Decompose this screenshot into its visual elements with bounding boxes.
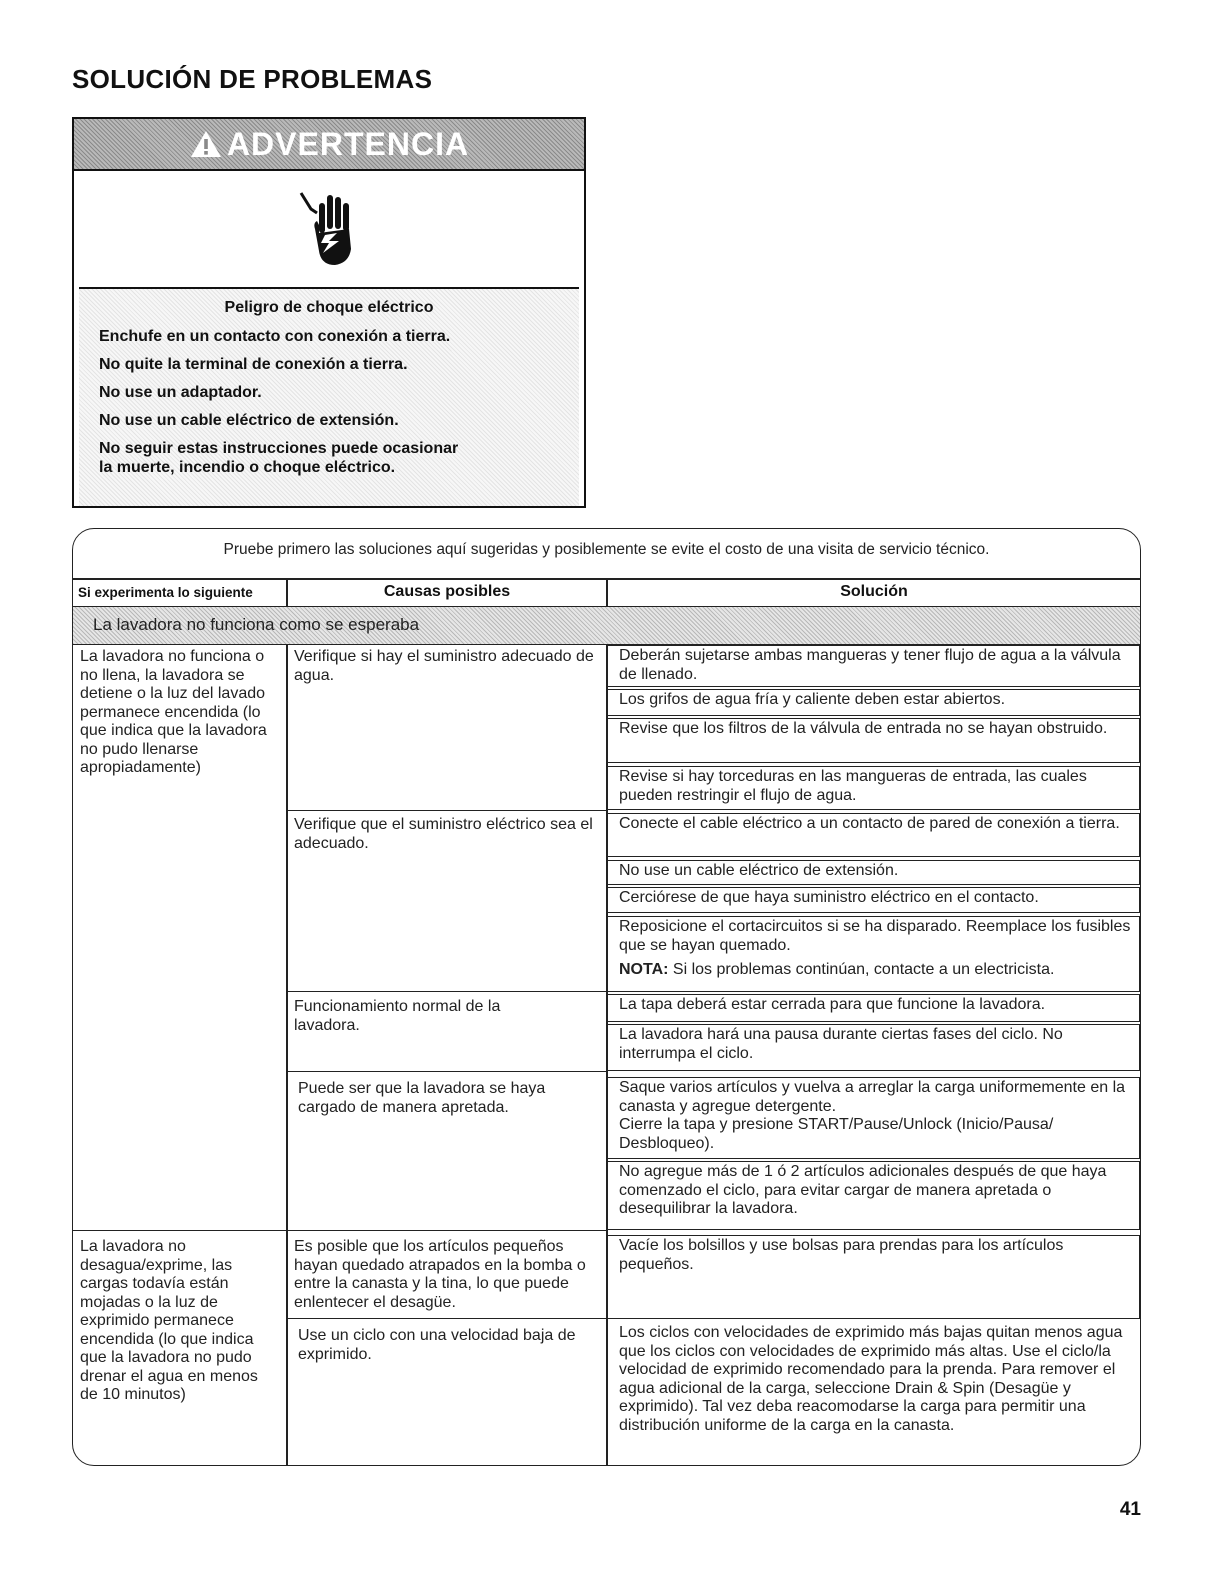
solution-text: Reposicione el cortacircuitos si se ha disparado. Reemplace los fusibles que se hayan quemado. [619,918,1131,954]
cause-text: Funcionamiento normal de la lavadora. [294,998,501,1034]
solution-cell: Revise que los filtros de la válvula de entrada no se hayan obstruido. [606,718,1140,763]
warning-line: No use un cable eléctrico de extensión. [99,412,399,429]
symptom-text: La lavadora no funciona o no llena, la lavadora se detiene o la luz del lavado permanece encendida (lo que indica que la lavadora no pudo llenarse apropiadamente) [80,648,267,776]
page-title: SOLUCIÓN DE PROBLEMAS [72,64,433,94]
cause-text: Verifique si hay el suministro adecuado de agua. [294,648,594,684]
row-divider [287,991,607,992]
warning-triangle-icon [189,129,223,159]
solution-cell [606,1077,1140,1159]
warning-symbol-area [79,171,579,289]
cause-text: Puede ser que la lavadora se haya cargado de manera apretada. [298,1080,546,1116]
warning-body [79,289,579,506]
warning-header [74,119,584,171]
section-title: La lavadora no funciona como se esperaba [93,615,420,634]
solution-text: Cierre la tapa y presione START/Pause/Unlock (Inicio/Pausa/ Desbloqueo). [619,1116,1054,1152]
solution-cell: Los grifos de agua fría y caliente deben estar abiertos. [606,689,1140,716]
note-text: Si los problemas continúan, contacte a un electricista. [668,961,1055,978]
electric-shock-hand-icon [299,189,359,269]
warning-line: No quite la terminal de conexión a tierra. [99,356,408,373]
warning-consequence: No seguir estas instrucciones puede ocasionar la muerte, incendio o choque eléctrico. [99,440,459,476]
row-divider [287,1071,607,1072]
column-divider [286,578,288,1466]
warning-title: ADVERTENCIA [226,125,470,162]
warning-box [72,117,586,508]
solution-cell: Deberán sujetarse ambas mangueras y tener flujo de agua a la válvula de llenado. [606,645,1140,687]
solution-cell: No use un cable eléctrico de extensión. [606,860,1140,885]
solution-cell: La tapa deberá estar cerrada para que funcione la lavadora. [606,994,1140,1022]
column-header: Si experimenta lo siguiente [78,585,253,600]
warning-line: Enchufe en un contacto con conexión a tierra. [99,328,451,345]
row-divider [287,810,607,811]
intro-text: Pruebe primero las soluciones aquí sugeridas y posiblemente se evite el costo de una visita de servicio técnico. [223,541,990,558]
column-header: Causas posibles [383,583,511,600]
section-header [73,606,1140,645]
row-divider [73,1230,287,1231]
solution-cell: Conecte el cable eléctrico a un contacto de pared de conexión a tierra. [606,813,1140,857]
row-divider [287,1318,607,1319]
warning-subtitle: Peligro de choque eléctrico [224,299,434,316]
solution-text: Saque varios artículos y vuelva a arreglar la carga uniformemente en la canasta y agregue detergente. [619,1079,1126,1115]
cause-text: Use un ciclo con una velocidad baja de exprimido. [298,1327,576,1363]
column-header: Solución [840,583,908,600]
note-line [619,961,1139,980]
solution-cell: Los ciclos con velocidades de exprimido más bajas quitan menos agua que los ciclos con velocidades de exprimido más altas. Use el ciclo/la velocidad de exprimido recomendado para la prenda. Para remover el agua adicional de la carga, seleccione Drain & Spin (Desagüe y exprimido). Tal vez deba reacomodarse la carga para permitir una distribución uniforme de la carga en la canasta. [619,1324,1123,1434]
row-divider [287,1230,607,1231]
page-number: 41 [1119,1499,1141,1520]
solution-cell: La lavadora hará una pausa durante ciertas fases del ciclo. No interrumpa el ciclo. [606,1024,1140,1071]
solution-cell [606,916,1140,992]
solution-cell: Vacíe los bolsillos y use bolsas para prendas para los artículos pequeños. [606,1235,1140,1319]
solution-cell: Cerciórese de que haya suministro eléctrico en el contacto. [606,887,1140,913]
cause-text: Verifique que el suministro eléctrico sea el adecuado. [294,816,593,852]
symptom-text: La lavadora no desagua/exprime, las cargas todavía están mojadas o la luz de exprimido permanece encendida (lo que indica que la lavadora no pudo drenar el agua en menos de 10 minutos) [80,1238,258,1403]
warning-line: No use un adaptador. [99,384,262,401]
note-label: NOTA: [619,961,669,978]
cause-text: Es posible que los artículos pequeños hayan quedado atrapados en la bomba o entre la canasta y la tina, lo que puede enlentecer el desagüe. [294,1238,586,1311]
solution-cell: No agregue más de 1 ó 2 artículos adicionales después de que haya comenzado el ciclo, para evitar cargar de manera apretada o desequilibrar la lavadora. [606,1161,1140,1230]
solution-cell: Revise si hay torceduras en las mangueras de entrada, las cuales pueden restringir el flujo de agua. [606,766,1140,810]
